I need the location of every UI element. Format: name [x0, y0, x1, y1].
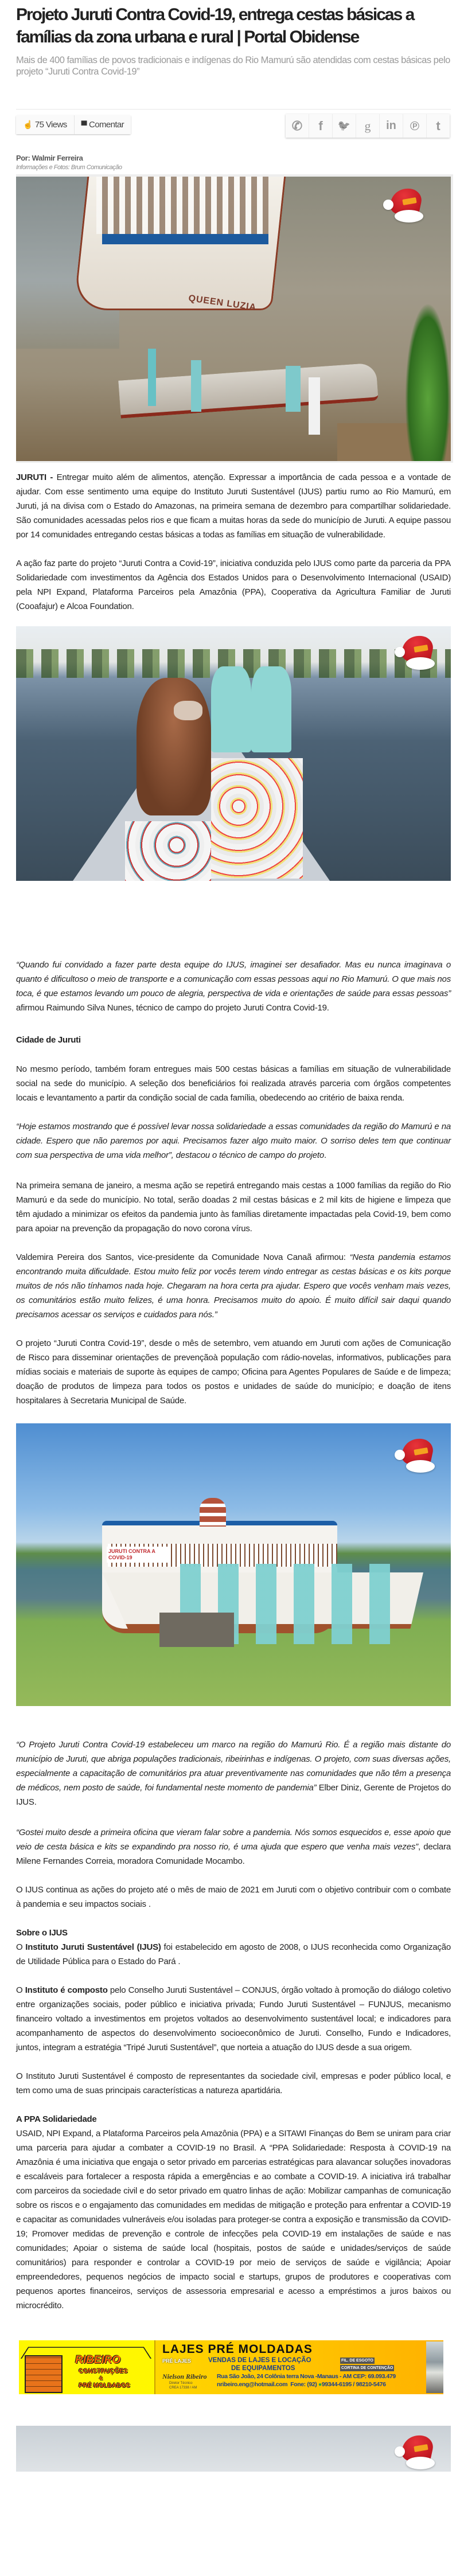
ad-phones: 99344-6195 / 98210-5476 [321, 2381, 386, 2388]
section-heading-cidade: Cidade de Juruti [16, 1035, 81, 1045]
comment-label: Comentar [88, 120, 124, 130]
quote-text: “Nesta pandemia estamos encontrando muita dificuldade. Estou muito feliz por vocês terem vindo entregar as cestas básicas e os kits porque muitos de nós não tínhamos nada hoje. Chegaram na hora certa pra ajudar. Espero que vocês venham mais vezes, os comunitários estão muito felizes, é uma honra. Precisamos muito do apoio. É muito difícil sair daqui quando precisamos acessar os serviços e cuidados para nós.” [16, 1252, 451, 1320]
article-subtitle: Mais de 400 famílias de povos tradicionais e indígenas do Rio Mamurú são atendidas com cestas básicas pelo projeto “Juruti Contra Covid-19” [16, 55, 450, 77]
paragraph-text: O IJUS continua as ações do projeto até o mês de maio de 2021 em Juruti com o objetivo contribuir com o combate à pandemia e seu impactos sociais . [16, 1885, 451, 1909]
attribution: , declara Milene Fernandes Correia, moradora Comunidade Mocambo. [16, 1842, 451, 1866]
text: O [16, 1985, 25, 1995]
ad-role: Diretor Técnico [169, 2382, 193, 2385]
ad-brand: & [99, 2375, 103, 2381]
article-photo-canoe [16, 626, 451, 881]
paragraph [16, 1336, 451, 1408]
facebook-icon[interactable]: f [309, 114, 333, 138]
linkedin-icon[interactable]: in [380, 114, 403, 138]
article-photo-boat-unloading [16, 177, 451, 461]
quote-paragraph [16, 1250, 451, 1322]
article-photo-4 [16, 2426, 451, 2472]
photo-frame [16, 174, 453, 463]
dateline: JURUTI - [16, 473, 57, 482]
paragraph-text: Entregar muito além de alimentos, atenção. Expressar a importância de cada pessoa e a vontade de ajudar. Com esse sentimento uma equipe do Instituto Juruti Sustentável (IJUS) partiu rumo ao Rio Mamurú, em Juruti, já na divisa com o Estado do Amazonas, na primeira semana de dezembro para compartilhar solidariedade. São comunidades acessadas pelos rios e que ficam a muitas horas da sede do município de Juruti. A equipe passou por 14 comunidades entregando cestas básicas a todas as famílias em situação de vulnerabilidade. [16, 473, 451, 540]
author-byline: Por: Walmir Ferreira [16, 154, 83, 162]
article-body [16, 174, 451, 2472]
ad-phone-label: Fone: (92) [290, 2381, 317, 2388]
views-button[interactable] [16, 115, 74, 134]
paragraph-text: O projeto “Juruti Contra Covid-19”, desde o mês de setembro, vem atuando em Juruti com ações de Comunicação de Risco para disseminar orientações de prevençãoà população com rádio-novelas, informativos, publicações para mídias sociais e materiais de suporte às equipes de campo; Oficina para Agentes Populares de Saúde e de limpeza; doação de produtos de limpeza para todos os postos e unidades de saúde do município; e doação de itens hospitalares à Secretaria Municipal de Saúde. [16, 1338, 451, 1406]
ad-services: VENDAS DE LAJES E LOCAÇÃO [208, 2357, 311, 2364]
paragraph [16, 470, 451, 542]
santa-hat-logo [383, 186, 423, 226]
thumbs-up-icon: ☝ [23, 120, 33, 129]
attribution: afirmou Raimundo Silva Nunes, técnico de campo do projeto Juruti Contra Covid-19. [16, 1003, 329, 1013]
ad-brand: PRÉ MOLDADOS [79, 2382, 130, 2389]
speaker: Valdemira Pereira dos Santos, vice-presidente da Comunidade Nova Canaã afirmou: [16, 1252, 350, 1262]
brick-logo-icon [25, 2355, 63, 2393]
quote-paragraph [16, 1825, 451, 1868]
photo-credit: Informações e Fotos: Brum Comunicação [16, 164, 122, 171]
section-heading-ppa: A PPA Solidariedade [16, 2114, 97, 2124]
ad-signature: Nielson Ribeiro [162, 2372, 207, 2380]
whatsapp-icon: ● [318, 2381, 322, 2388]
quote-text: “Gostei muito desde a primeira oficina que vieram falar sobre a pandemia. Nós somos esquecidos e, esse apoio que veio de cesta básica e kits se expandindo pra nosso rio, é uma ajuda que espero que venha mais vezes” [16, 1828, 451, 1852]
ad-side-label: CORTINA DE CONTENÇÃO [341, 2366, 393, 2370]
share-bar [286, 114, 450, 138]
ad-side-label: FIL. DE ESGOTO [341, 2359, 373, 2363]
ad-headline: LAJES PRÉ MOLDADAS [162, 2343, 313, 2356]
paragraph [16, 556, 451, 614]
paragraph-text: O Instituto Juruti Sustentável é composto de representantes da sociedade civil, empresas e poder público local, e tem como uma de suas principais características a natureza apartidária. [16, 2071, 451, 2095]
ad-pre-lajes: PRÉ LAJES [162, 2358, 192, 2364]
quote-text: “Hoje estamos mostrando que é possível levar nossa solidariedade a essas comunidades da região do Mamurú e na cidade. Espero que não paremos por aqui. Precisamos fazer algo muito maior. O sorriso deles tem que continuar com sua perspectiva de uma vida melhor”, destacou o técnico de campo do projeto [16, 1122, 451, 1160]
period: . [324, 1150, 326, 1160]
paragraph [16, 1178, 451, 1236]
boat-banner: JURUTI CONTRA A COVID-19 [107, 1547, 167, 1563]
google-plus-icon[interactable]: g [356, 114, 380, 138]
paragraph-text: No mesmo período, também foram entregues mais 500 cestas básicas a famílias em situação de vulnerabilidade social na sede do município. A seleção dos beneficiários foi realizada através parceria com órgãos competentes locais e levantamento a partir da condição social de cada família, obedecendo ao critério de baixa renda. [16, 1064, 451, 1103]
article-actions [16, 115, 131, 134]
ad-logo [19, 2340, 155, 2394]
quote-paragraph [16, 958, 451, 1015]
paragraph-text: Na primeira semana de janeiro, a mesma ação se repetirá entregando mais cestas a 1000 famílias da região do Rio Mamurú e da sede do município. No total, serão doadas 2 mil cestas básicas e 2 mil kits de higiene e limpeza que têm ajudado a minimizar os efeitos da pandemia junto às famílias diretamente impactadas pela Covid-19, bem como para apoiar na prevenção da propagação do novo corona vírus. [16, 1181, 451, 1234]
paragraph [16, 1983, 451, 2055]
ad-brand: CONSTRUÇÕES [79, 2368, 128, 2375]
quote-paragraph [16, 1738, 451, 1809]
quote-paragraph [16, 1119, 451, 1162]
whatsapp-icon[interactable]: ✆ [286, 114, 309, 138]
paragraph [16, 1062, 451, 1105]
comment-button[interactable] [74, 115, 131, 134]
paragraph [16, 1940, 451, 1969]
article-header [16, 3, 451, 77]
section-heading-sobre: Sobre o IJUS [16, 1928, 68, 1938]
ad-crea: CREA 17338 / AM [169, 2386, 197, 2390]
twitter-icon[interactable]: 🐦 [333, 114, 356, 138]
bold-text: Instituto é composto [25, 1985, 108, 1995]
ad-photo [426, 2341, 443, 2393]
page-title: Projeto Juruti Contra Covid-19, entrega cestas básicas a famílias da zona urbana e rural | Portal Obidense [16, 5, 414, 46]
views-count: 75 Views [34, 120, 67, 130]
attribution: Elber Diniz, Gerente de Projetos do IJUS. [16, 1783, 451, 1807]
paragraph [16, 1883, 451, 1911]
ad-banner-ribeiro[interactable] [19, 2340, 443, 2394]
comment-icon: ▀ [81, 120, 87, 130]
bold-text: Instituto Juruti Sustentável (IJUS) [25, 1942, 161, 1952]
santa-hat-logo [395, 633, 435, 673]
text: O [16, 1942, 26, 1952]
boat-name: QUEEN LUZIA [188, 293, 258, 313]
santa-hat-logo [395, 2433, 435, 2472]
ad-address: Rua São João, 24 Colônia terra Nova -Manaus - AM CEP: 69.093.479 [217, 2373, 396, 2380]
ad-brand: RIBEIRO [75, 2354, 121, 2366]
pinterest-icon[interactable]: ℗ [403, 114, 427, 138]
text: pelo Conselho Juruti Sustentável – CONJUS, órgão voltado à promoção do diálogo coletivo entre organizações sociais, poder público e iniciativa privada; Fundo Juruti Sustentável – FUNJUS, mecanismo financeiro voltado a investimentos em projetos voltados ao desenvolvimento sustentável local; e indicadores para acompanhamento de aspectos do desenvolvimento socioeconômico de Juruti. Conselho, Fundo e Indicadores, juntos, integram a estratégia “Tripé Juruti Sustentável”, que norteia a atuação do IJUS desde a sua origem. [16, 1985, 451, 2052]
paragraph [16, 2126, 451, 2313]
ad-services: DE EQUIPAMENTOS [231, 2365, 295, 2372]
ad-email: nribeiro.eng@hotmail.com [217, 2381, 288, 2388]
santa-hat-logo [395, 1436, 435, 1476]
quote-text: “Quando fui convidado a fazer parte desta equipe do IJUS, imaginei ser desafiador. Mas eu nunca imaginava o quanto é dificultoso o meio de transporte e a comunicação com essas pessoas aqui no Rio Mamurú. O que mais nos toca, é que estamos levando um pouco de alegria, perspectiva de vida e orientações de saúde para essas pessoas” [16, 960, 451, 998]
quote-text: “O Projeto Juruti Contra Covid-19 estabeleceu um marco na região do Mamurú Rio. É a região mais distante do município de Juruti, que abriga populações tradicionais, ribeirinhas e indígenas. O projeto, com suas diversas ações, especialmente a capacitação de comunitários pra atuar preventivamente nas comunidades que não têm a presença de médicos, nem posto de saúde, foi fundamental neste momento de pandemia” [16, 1740, 451, 1793]
article-photo-team-boat [16, 1423, 451, 1706]
paragraph [16, 2069, 451, 2098]
header-divider [16, 109, 451, 110]
paragraph-text: USAID, NPI Expand, a Plataforma Parceiros pela Amazônia (PPA) e a SITAWI Finanças do Bem se uniram para criar uma parceria para ajudar a combater a COVID-19 no Brasil. A “PPA Solidariedade: Resposta à COVID-19 na Amazônia é uma iniciativa que engaja o setor privado em parcerias estratégicas para alavancar soluções inovadoras e escaláveis para fortalecer a resposta rápida a emergências e ao combate a COVID-19. A iniciativa irá trabalhar com parceiros da sociedade civil e do setor privado em quatro linhas de ação: Mobilizar campanhas de comunicação sobre os riscos e o engajamento das comunidades em medidas de mitigação e proteção para enfrentar a COVID-19 e capacitar as comunidades vulneráveis e/ou isoladas para proteger-se contra a exposição e transmissão da COVID-19; Promover medidas de prevenção e controle de infecções pela COVID-19 em instalações de saúde e nas comunidades; Apoiar o sistema de saúde local (hospitais, postos de saúde e unidades/serviços de saúde comunitários) para responder e controlar a COVID-19 por meio de serviços de saúde e vigilância; Apoiar empreendedores, pequenos negócios de impacto social e startups, grupos de produtores e cooperativas com pequenos aportes financeiros, serviços de assessoria empresarial e acesso a empréstimos a juros baixos ou microcrédito. [16, 2129, 451, 2310]
paragraph-text: A ação faz parte do projeto “Juruti Contra a Covid-19”, iniciativa conduzida pelo IJUS como parte da parceria da PPA Solidariedade com investimentos da Agência dos Estados Unidos para o Desenvolvimento Internacional (USAID) pela NPI Expand, Plataforma Parceiros pela Amazônia (PPA), Cooperativa da Agricultura Familiar de Juruti (Cooafajur) e Alcoa Foundation. [16, 559, 451, 611]
tumblr-icon[interactable]: t [436, 118, 440, 133]
ad-contact [217, 2381, 423, 2388]
text: foi estabelecido em agosto de 2008, o IJUS reconhecida como Organização de Utilidade Pública para o Estado do Pará . [16, 1942, 451, 1966]
